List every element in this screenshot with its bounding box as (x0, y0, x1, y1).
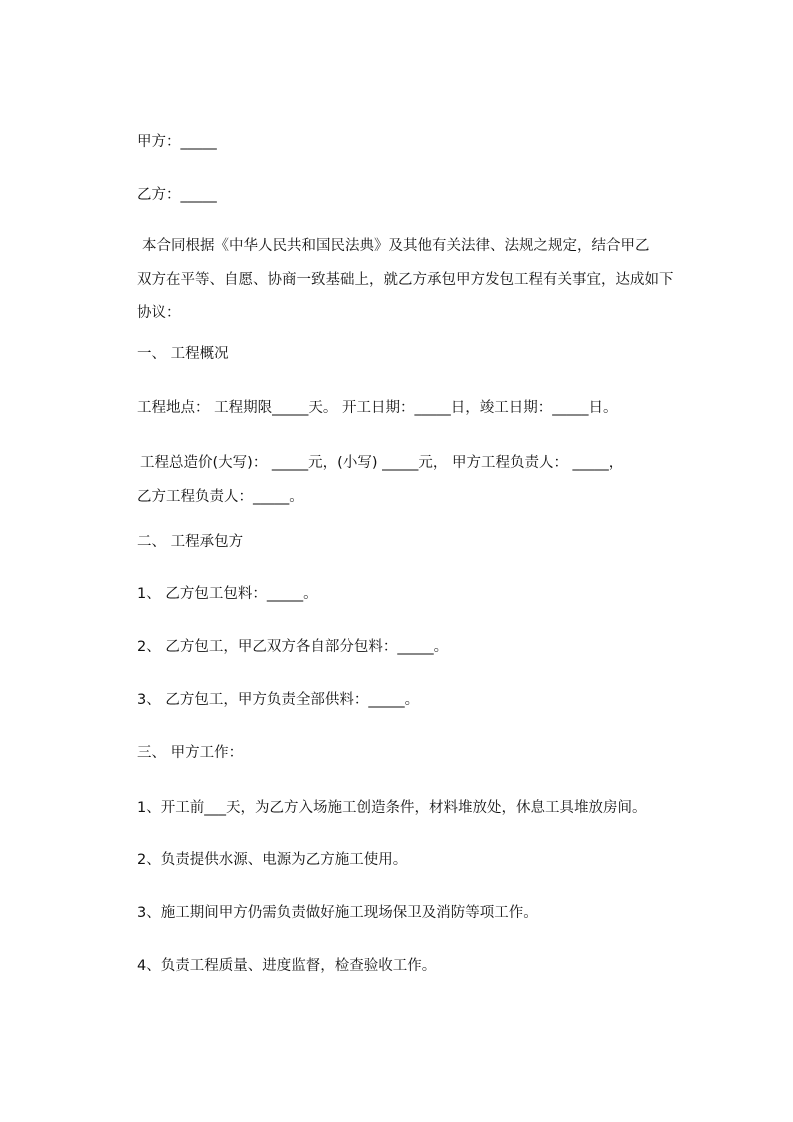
section-3-heading: 三、 甲方工作： (137, 745, 244, 761)
party-b-line: 乙方：_____ (137, 187, 217, 203)
section-2-heading: 二、 工程承包方 (137, 534, 244, 550)
project-price-paragraph (137, 454, 697, 506)
section-1-heading: 一、 工程概况 (137, 346, 229, 362)
section-2-item-2: 2、 乙方包工，甲乙双方各自部分包料：_____。 (137, 639, 449, 655)
intro-paragraph (137, 237, 697, 322)
party-a-line: 甲方：_____ (137, 134, 217, 150)
project-price-line-1: 工程总造价(大写)： _____元，(小写) _____元， 甲方工程负责人： _____， (140, 455, 624, 471)
section-3-item-4: 4、负责工程质量、进度监督，检查验收工作。 (137, 958, 437, 974)
project-price-line-2: 乙方工程负责人：_____。 (137, 488, 304, 505)
intro-line-2: 双方在平等、自愿、协商一致基础上，就乙方承包甲方发包工程有关事宜，达成如下 (137, 271, 674, 288)
section-3-item-3: 3、施工期间甲方仍需负责做好施工现场保卫及消防等项工作。 (137, 905, 538, 921)
section-3-item-1: 1、开工前___天，为乙方入场施工创造条件，材料堆放处，休息工具堆放房间。 (137, 800, 647, 816)
section-2-item-1: 1、 乙方包工包料：_____。 (137, 586, 318, 602)
intro-line-1: 本合同根据《中华人民共和国民法典》及其他有关法律、法规之规定，结合甲乙 (142, 238, 650, 254)
section-3-item-2: 2、负责提供水源、电源为乙方施工使用。 (137, 852, 408, 868)
intro-line-3: 协议： (137, 305, 181, 321)
project-location-line: 工程地点： 工程期限_____天。 开工日期：_____日，竣工日期：_____日。 (137, 400, 618, 416)
section-2-item-3: 3、 乙方包工，甲方负责全部供料：_____。 (137, 692, 420, 708)
